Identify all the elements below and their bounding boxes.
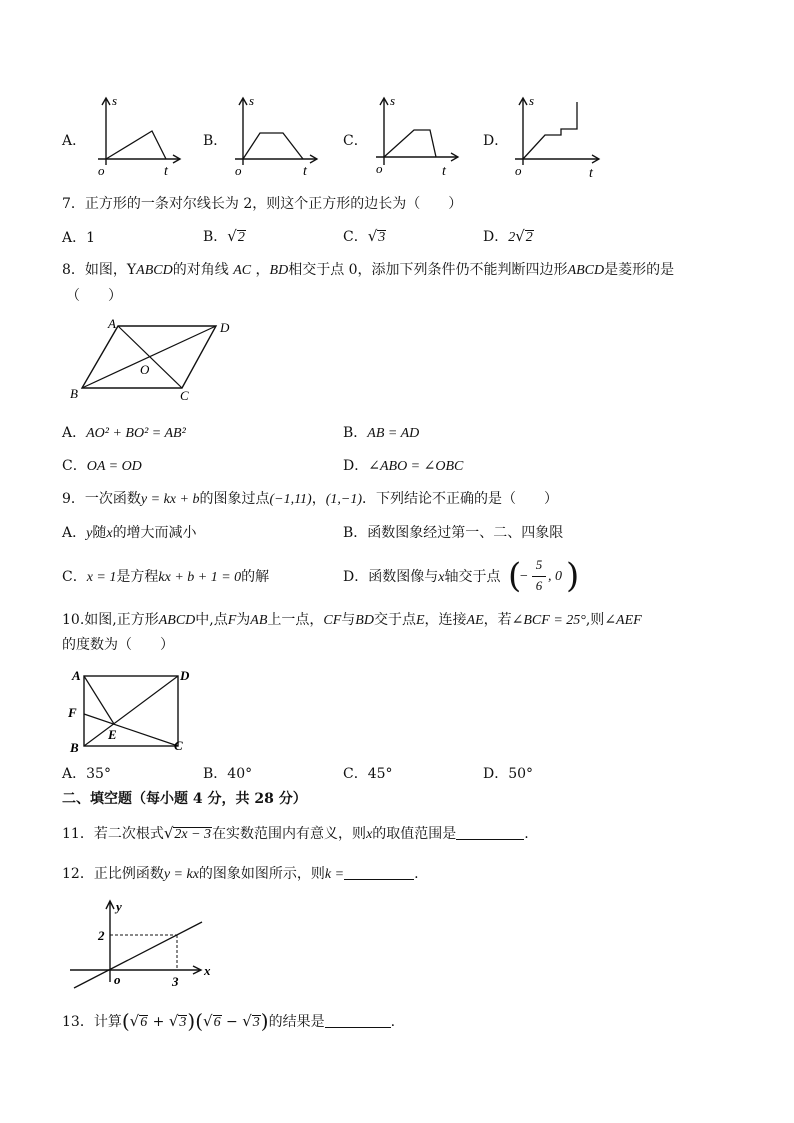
graph-line: [523, 102, 577, 159]
q8-var: BD: [269, 263, 289, 278]
q10-var: F: [227, 613, 237, 628]
q8-text: ，: [255, 262, 270, 278]
option-text: 50°: [508, 766, 534, 782]
q9-d-prefix: [343, 568, 500, 587]
q9-text: ，: [311, 491, 326, 507]
vertex-b: B: [70, 740, 79, 755]
q7-option-a: [62, 229, 95, 247]
radicand: 3: [378, 230, 386, 245]
origin-label: o: [235, 163, 242, 178]
q7-option-b: [203, 227, 246, 246]
tick-label-2: 2: [98, 928, 105, 943]
right-paren: ): [187, 1009, 196, 1033]
fraction-numerator: 5: [535, 557, 543, 572]
axis-label-s: s: [390, 93, 396, 108]
q8-option-a: [62, 424, 186, 443]
graph-line: [106, 131, 166, 159]
q7-stem: 7．正方形的一条对尔线长为 2，则这个正方形的边长为（ ）: [62, 196, 463, 212]
option-text: 的解: [241, 569, 270, 585]
q10-angle: ∠BCF = 25°: [511, 613, 586, 628]
q6-graph-c: [366, 95, 466, 177]
q6-graph-d: [505, 93, 615, 181]
var-x: x: [438, 570, 445, 585]
radical-sign: √: [163, 824, 174, 842]
axis-label-t: t: [303, 164, 307, 179]
radical-sign: √: [227, 227, 237, 245]
axis-label-x: x: [204, 963, 211, 978]
answer-blank[interactable]: [344, 865, 414, 880]
point-y: , 0: [548, 569, 562, 584]
q8-stem: [62, 261, 674, 280]
diagonal-bd: [84, 676, 178, 746]
q10-stem-line1: [62, 611, 642, 630]
radicand: 6: [213, 1015, 221, 1030]
option-text: 随: [92, 525, 107, 541]
q10-var: AE: [466, 613, 484, 628]
fraction-bar: [532, 576, 546, 577]
q8-text: 相交于点 0，添加下列条件仍不能判断四边形: [288, 262, 568, 278]
q11-text: 在实数范围内有意义，则: [212, 826, 367, 842]
q11-text: .: [524, 826, 529, 842]
option-text: 轴交于点: [444, 569, 501, 585]
q8-text: 的对角线: [172, 262, 229, 278]
segment-cf: [84, 714, 178, 746]
q12-k: k =: [324, 867, 345, 882]
var-x: x: [106, 526, 113, 541]
q12-text: .: [414, 866, 419, 882]
option-letter: B．: [203, 229, 228, 245]
coefficient: 2: [508, 230, 516, 245]
operator: +: [152, 1014, 165, 1030]
q10-text: ，若: [483, 612, 512, 628]
option-letter: A．: [62, 525, 87, 541]
vertex-a: A: [108, 316, 116, 331]
diagonal-bd: [82, 326, 216, 388]
q10-option-b: [203, 765, 252, 783]
q6-option-d-letter: D．: [483, 133, 509, 149]
option-text: 函数图象经过第一、二、四象限: [367, 525, 564, 541]
q10-text: 10.如图,正方形: [62, 612, 159, 628]
q6-option-c-letter: C．: [343, 133, 368, 149]
q10-text: ,则: [585, 612, 605, 628]
q13-text: 的结果是: [268, 1014, 325, 1030]
axis-label-t: t: [164, 164, 168, 179]
axis-label-s: s: [249, 93, 255, 108]
q11-text: 的取值范围是: [372, 826, 457, 842]
var-y: y: [86, 526, 93, 541]
axis-label-t: t: [589, 166, 593, 181]
q10-var: ABCD: [158, 613, 196, 628]
option-text: 是方程: [116, 569, 159, 585]
option-text: 35°: [86, 766, 111, 782]
option-text: 1: [86, 230, 96, 246]
option-letter: B．: [343, 525, 368, 541]
q12-figure: [66, 896, 226, 988]
q10-text: 交于点: [373, 612, 416, 628]
option-text: 40°: [227, 766, 253, 782]
option-text: AO² + BO² = AB²: [86, 426, 186, 441]
origin-label: o: [515, 163, 522, 178]
tick-label-3: 3: [172, 974, 179, 989]
q6-graph-a: [88, 95, 188, 177]
graph-line: [243, 133, 303, 159]
left-paren: (: [121, 1009, 130, 1033]
option-letter: C．: [343, 229, 368, 245]
equation: x = 1: [86, 570, 117, 585]
radicand: 2x − 3: [174, 827, 212, 842]
radical-sign: √: [515, 227, 525, 245]
parallelogram-symbol: Y: [126, 262, 137, 278]
q10-var: BD: [355, 613, 374, 628]
option-text: 的增大而减小: [112, 525, 197, 541]
vertex-c: C: [180, 388, 189, 403]
q13-stem: [62, 1009, 396, 1033]
q8-figure: [66, 316, 246, 406]
option-letter: A．: [62, 766, 87, 782]
q10-figure: [62, 664, 202, 759]
q10-var: CF: [323, 613, 342, 628]
operator: −: [226, 1014, 238, 1030]
q6-option-b-letter: B．: [203, 133, 228, 149]
var-x: x: [366, 827, 373, 842]
center-o: O: [140, 362, 150, 377]
q9-text: 9．一次函数: [62, 491, 141, 507]
q8-option-d: [343, 457, 463, 476]
q12-text: 的图象如图所示，则: [198, 866, 325, 882]
option-letter: A．: [62, 425, 87, 441]
axis-label-s: s: [112, 93, 118, 108]
option-text: 函数图像与: [368, 569, 439, 585]
q9-text: 的图象过点: [199, 491, 270, 507]
vertex-c: C: [174, 738, 183, 753]
q8-var: AC: [233, 263, 252, 278]
q9-option-c: [62, 568, 269, 587]
option-text: AB = AD: [367, 426, 420, 441]
q10-text: 上一点，: [267, 612, 324, 628]
option-letter: C．: [343, 766, 368, 782]
option-text: OA = OD: [86, 459, 142, 474]
option-text: 45°: [367, 766, 393, 782]
q9-function: y = kx + b: [140, 492, 200, 507]
q12-function: y = kx: [163, 867, 199, 882]
radical-sign: √: [367, 227, 378, 245]
q13-text: .: [390, 1014, 396, 1030]
graph-line: [384, 130, 436, 157]
origin-label: o: [98, 163, 105, 178]
option-letter: D．: [483, 229, 509, 245]
option-letter: C．: [62, 569, 87, 585]
radicand: 6: [140, 1015, 148, 1030]
q6-option-a-letter: A．: [62, 133, 87, 149]
q10-option-a: [62, 765, 111, 783]
vertex-d: D: [220, 320, 230, 335]
negative-sign: −: [519, 569, 529, 584]
q10-option-c: [343, 765, 393, 783]
q10-text: 为: [236, 612, 251, 628]
q9-point-1: (−1,11): [269, 492, 312, 507]
q8-paren: （ ）: [66, 288, 122, 304]
q10-text: 与: [341, 612, 356, 628]
option-letter: D．: [343, 458, 369, 474]
option-letter: B．: [203, 766, 228, 782]
q13-text: 13．计算: [62, 1014, 122, 1030]
section-2-title: 二、填空题（每小题 4 分，共 28 分）: [62, 791, 307, 807]
axis-label-y: y: [116, 899, 122, 914]
q11-stem: [62, 824, 529, 844]
q10-option-d: [483, 765, 533, 783]
vertex-b: B: [70, 386, 78, 401]
vertex-d: D: [180, 668, 190, 683]
q10-angle: ∠AEF: [604, 613, 642, 628]
q8-var: ABCD: [567, 263, 605, 278]
option-letter: D．: [343, 569, 369, 585]
segment-ae: [84, 676, 114, 724]
origin-label: o: [114, 972, 121, 987]
q10-var: E: [415, 613, 425, 628]
q8-option-b: [343, 424, 419, 443]
radicand: 3: [179, 1015, 187, 1030]
q10-stem-line2: 的度数为（ ）: [62, 637, 174, 653]
option-letter: C．: [62, 458, 87, 474]
option-text: ∠ABO = ∠OBC: [368, 459, 464, 474]
left-paren: (: [508, 556, 522, 596]
option-letter: D．: [483, 766, 509, 782]
axis-label-t: t: [442, 164, 446, 179]
radical-sign: √: [203, 1012, 213, 1030]
q9-point-2: (1,−1): [325, 492, 362, 507]
q9-option-b: [343, 524, 563, 542]
q7-option-d: [483, 227, 534, 247]
option-letter: B．: [343, 425, 368, 441]
q9-stem: [62, 490, 558, 509]
q12-stem: [62, 865, 419, 884]
point-e: E: [108, 727, 117, 742]
q10-text: ，连接: [424, 612, 467, 628]
right-paren: ): [566, 556, 580, 596]
vertex-a: A: [72, 668, 81, 683]
radical-sign: √: [168, 1012, 179, 1030]
q8-var: ABCD: [136, 263, 173, 278]
q8-text: 8．如图，: [62, 262, 127, 278]
q11-text: 11．若二次根式: [62, 826, 164, 842]
origin-label: o: [376, 161, 383, 176]
fraction-denominator: 6: [535, 578, 543, 593]
q8-text: 是菱形的是: [604, 262, 675, 278]
axis-label-s: s: [529, 93, 535, 108]
q12-text: 12．正比例函数: [62, 866, 164, 882]
q9-text: ．下列结论不正确的是（ ）: [361, 491, 558, 507]
right-paren: ): [260, 1009, 269, 1033]
q7-option-c: [343, 227, 386, 246]
radical-sign: √: [129, 1012, 140, 1030]
q10-text: 中,点: [195, 612, 228, 628]
answer-blank[interactable]: [456, 825, 524, 840]
radicand: 3: [252, 1015, 260, 1030]
q9-option-a: [62, 524, 197, 543]
radical-sign: √: [242, 1012, 252, 1030]
answer-blank[interactable]: [325, 1013, 391, 1028]
function-line: [74, 922, 202, 988]
point-f: F: [68, 705, 77, 720]
q8-option-c: [62, 457, 142, 476]
radicand: 2: [525, 230, 533, 245]
q10-var: AB: [250, 613, 268, 628]
left-paren: (: [195, 1009, 204, 1033]
option-letter: A．: [62, 230, 87, 246]
q6-graph-b: [225, 95, 325, 177]
equation: kx + b + 1 = 0: [158, 570, 242, 585]
radicand: 2: [237, 230, 245, 245]
